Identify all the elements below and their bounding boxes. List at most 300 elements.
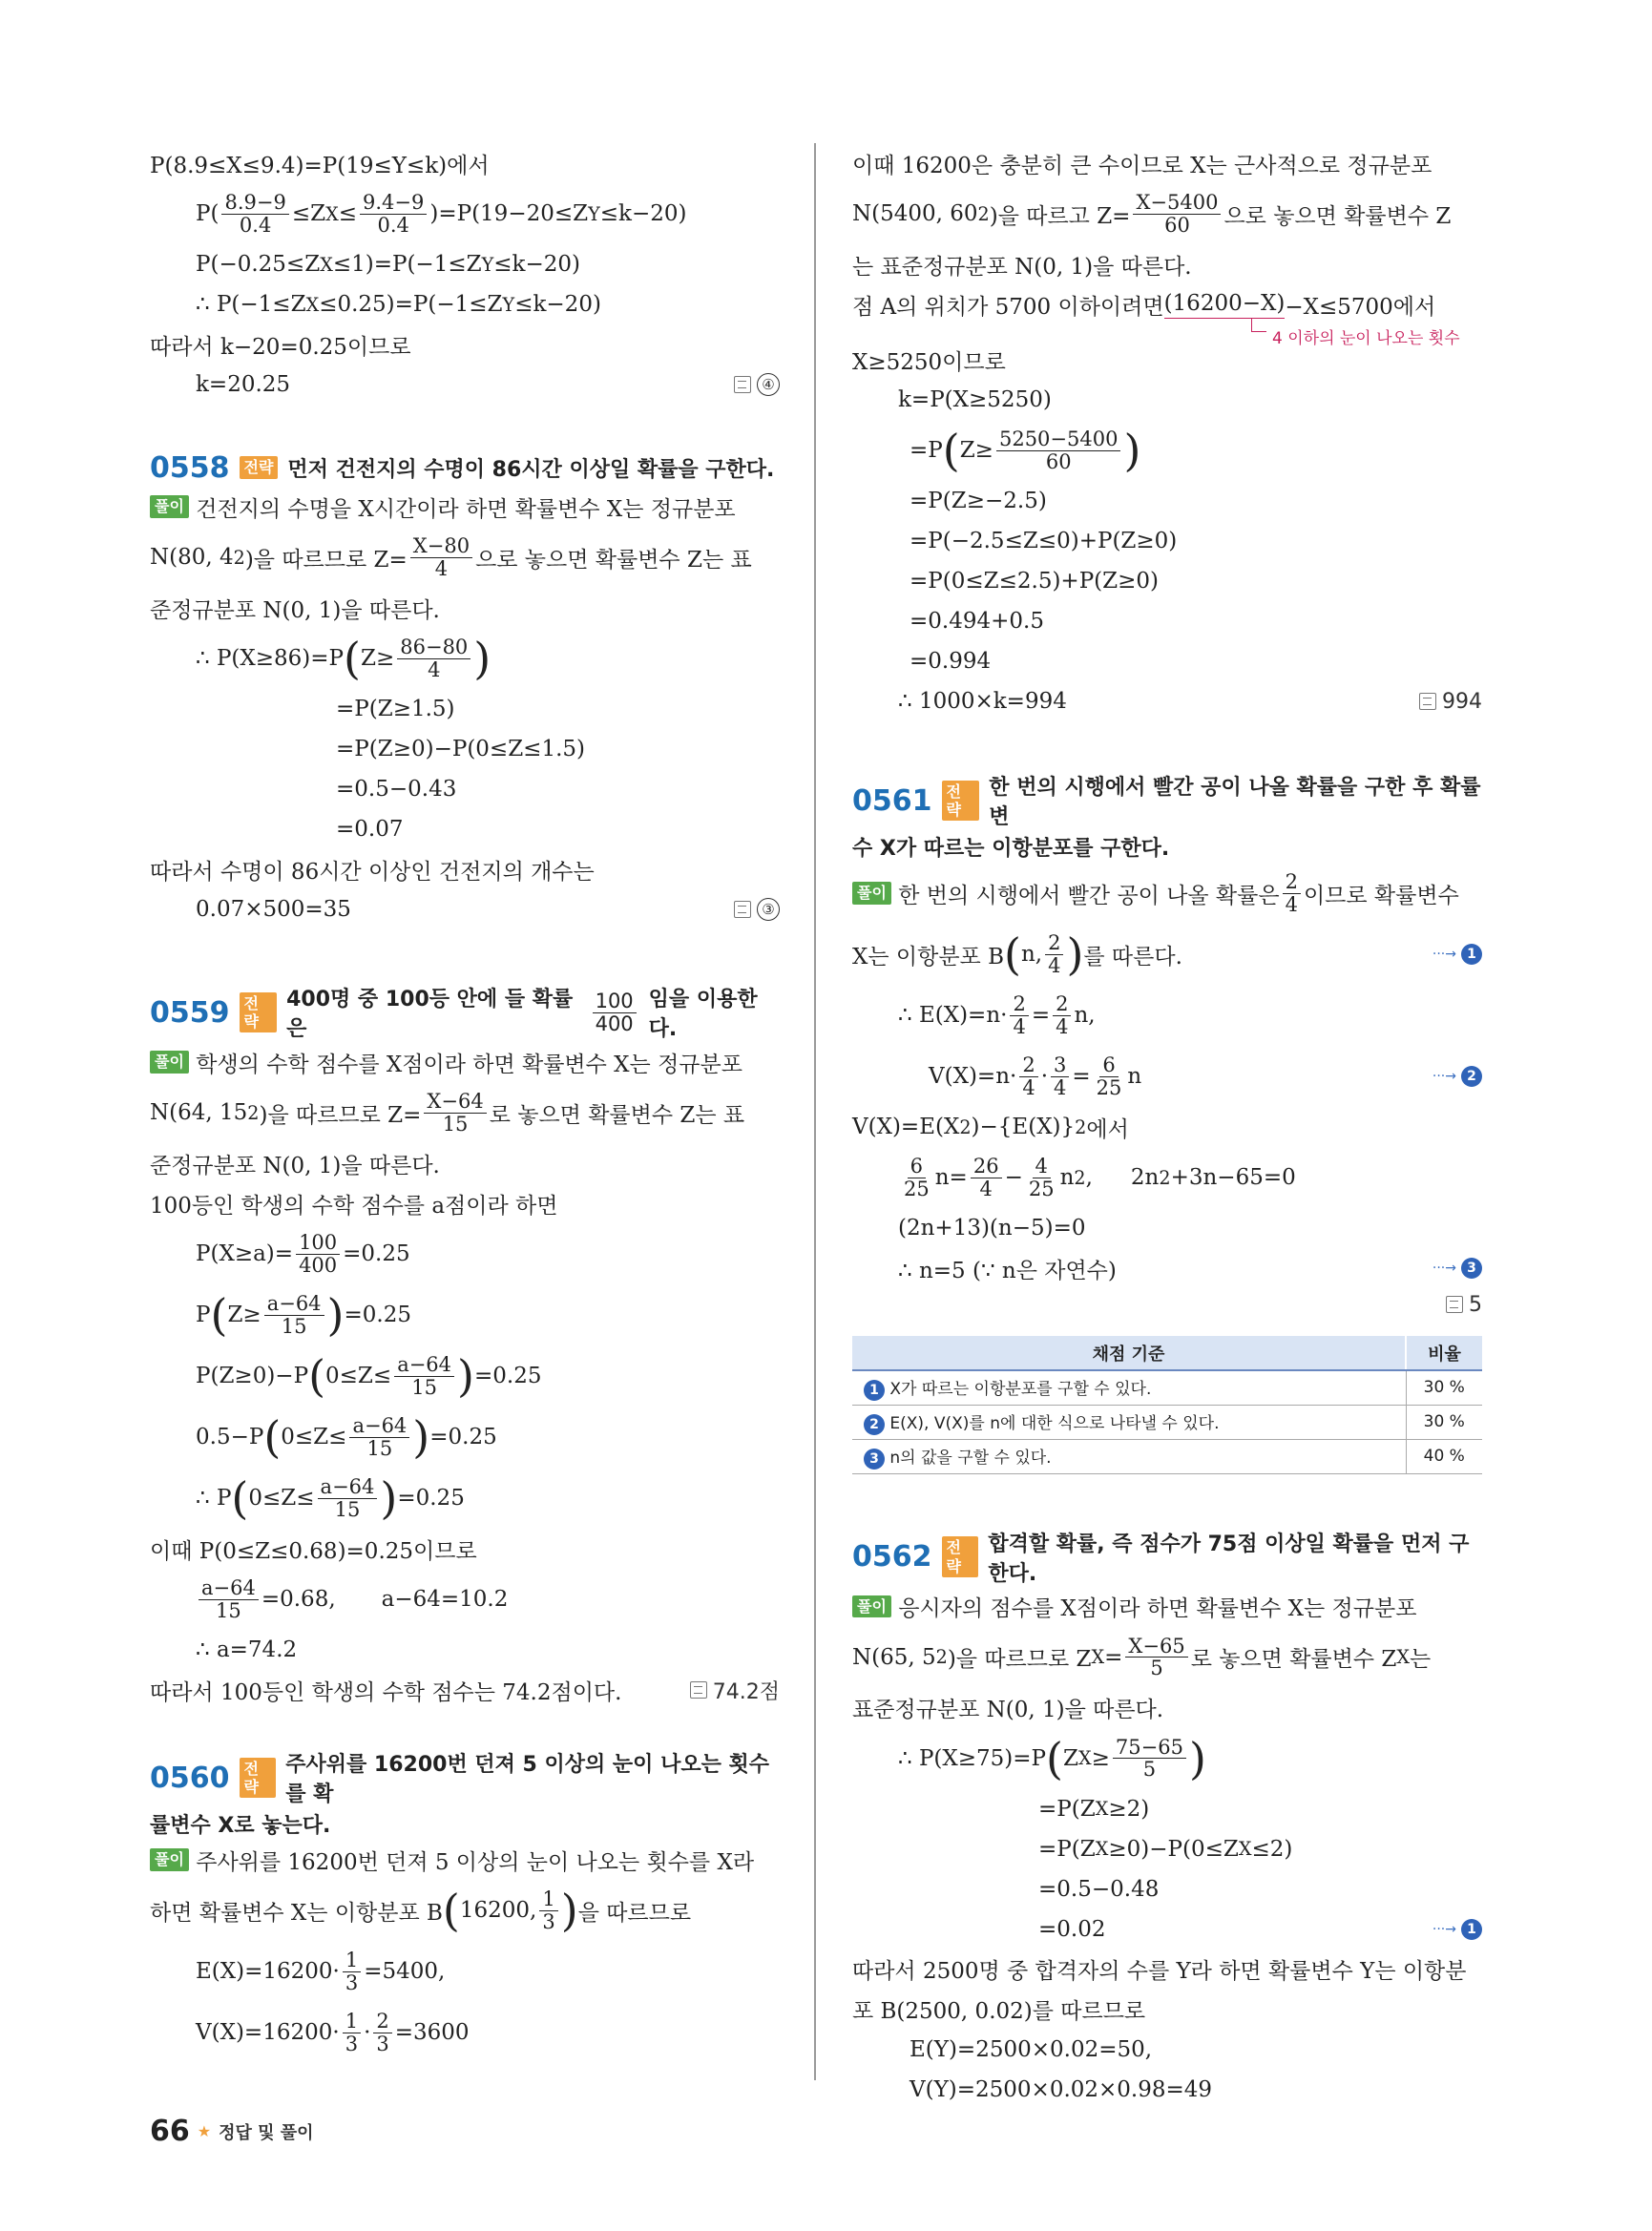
math-text: V(Y)=2500×0.02×0.98=49 [910, 2076, 1213, 2102]
math-text: Z [1062, 1745, 1078, 1771]
math-text: 를 따른다. [1083, 944, 1182, 970]
right-column [852, 143, 1482, 2110]
math-text: =0.07 [336, 817, 404, 842]
denominator: 4 [1022, 1075, 1035, 1099]
math-text: ∴ E(X)=n· [898, 1003, 1008, 1028]
strategy-text: 주사위를 16200번 던져 5 이상의 눈이 나오는 횟수를 확 [285, 1753, 769, 1806]
answer-icon [1419, 693, 1436, 710]
math-text: )=P(19−20≤Z [429, 201, 589, 226]
fraction: 6 25 [904, 1155, 930, 1200]
table-row [852, 1439, 1482, 1473]
math-text: 0≤Z≤ [281, 1425, 347, 1449]
criteria-text: n의 값을 구할 수 있다. [889, 1448, 1052, 1468]
math-line [150, 1630, 780, 1670]
text-line [852, 143, 1482, 183]
math-text: 으로 놓으면 확률변수 Z는 표 [475, 547, 752, 573]
step-marker: ···→ 3 [1432, 1258, 1482, 1279]
numerator: 1 [343, 2011, 361, 2033]
math-text: ≤Z [291, 201, 326, 226]
subscript: X [1238, 1838, 1252, 1860]
strategy-tag: 전략 [240, 992, 278, 1032]
step-number: 2 [864, 1414, 885, 1435]
math-text: =0.494+0.5 [910, 609, 1044, 634]
fraction [424, 1091, 486, 1134]
text-line-content: 표준정규분포 N(0, 1)을 따른다. [852, 1698, 1164, 1722]
math-text: ≤k−20) [599, 201, 687, 226]
math-text: +3n−65=0 [1170, 1165, 1296, 1190]
math-line [852, 481, 1482, 521]
strategy-tag: 전략 [240, 456, 279, 478]
subscript: X [1091, 1646, 1105, 1668]
math-line [852, 1789, 1482, 1829]
numerator: X−65 [1125, 1636, 1187, 1658]
solution-tag: 풀이 [852, 882, 891, 904]
numerator: a−64 [199, 1577, 259, 1599]
fraction: $\frac{26}{4}$ [971, 1156, 1002, 1199]
math-text: 16200, [459, 1898, 537, 1923]
step-marker [864, 1380, 885, 1401]
text-line [852, 1990, 1482, 2030]
math-line [150, 889, 780, 929]
annotation [852, 324, 1482, 349]
math-text: V(X)=n· [929, 1064, 1017, 1089]
problem-header [150, 1748, 780, 1807]
math-line [852, 521, 1482, 561]
denominator: 4 [434, 556, 449, 580]
header-ratio: 비율 [1406, 1336, 1482, 1370]
denominator: 15 [442, 1112, 469, 1136]
criteria-cell [852, 1439, 1406, 1473]
text-line [852, 1950, 1482, 1990]
math-text: ≤0.25)=P(−1≤Z [319, 292, 503, 317]
header-criteria: 채점 기준 [852, 1336, 1406, 1370]
math-line [852, 1627, 1482, 1688]
text-line-content: 이때 16200은 충분히 큰 수이므로 X는 근사적으로 정규분포 [852, 153, 1432, 178]
math-text: ∴ P(−1≤Z [196, 292, 306, 317]
math-line [852, 561, 1482, 601]
strategy-text: 률변수 X로 놓는다. [150, 1813, 331, 1838]
math-text: =0.68, [261, 1587, 336, 1612]
math-line [150, 729, 780, 769]
fraction [349, 1415, 409, 1458]
solution-tag: 풀이 [150, 1848, 189, 1870]
math-text: 2n [1130, 1165, 1160, 1190]
subscript: X [1396, 1646, 1411, 1668]
strategy-tag: 전략 [942, 1536, 979, 1576]
math-text: ≥0)−P(0≤Z [1108, 1836, 1239, 1862]
answer-icon [690, 1681, 707, 1699]
fraction: 6 25 [1096, 1053, 1122, 1099]
math-text: =P(Z≥0)−P(0≤Z≤1.5) [336, 737, 586, 761]
text-line [150, 143, 780, 183]
problem-number: 0562 [852, 1540, 932, 1574]
math-text: n, [1074, 1003, 1096, 1028]
fraction [996, 428, 1120, 471]
denominator: 15 [411, 1375, 437, 1399]
subscript: Y [481, 253, 494, 276]
math-line [150, 527, 780, 588]
fraction [343, 2011, 361, 2054]
math-text: =3600 [394, 2020, 470, 2045]
math-text: =P(Z≥1.5) [336, 697, 455, 721]
math-line [852, 2030, 1482, 2070]
text-line-content: 건전지의 수명을 X시간이라 하면 확률변수 X는 정규분포 [196, 496, 736, 522]
denominator: 4 [1056, 1014, 1069, 1038]
fraction [221, 192, 288, 235]
text-line [150, 1807, 780, 1840]
step-number: 1 [864, 1380, 885, 1401]
step-number: 2 [1461, 1066, 1482, 1087]
paren-open: ( [231, 1472, 249, 1524]
math-line [150, 1880, 780, 1941]
ratio-cell: 30 % [1406, 1370, 1482, 1405]
math-text: ≤2) [1251, 1836, 1293, 1862]
subscript: X [1077, 1747, 1092, 1769]
text-line [150, 1840, 780, 1880]
answer-mark [734, 898, 780, 921]
text-line [150, 1529, 780, 1569]
text-line-content: 는 표준정규분포 N(0, 1)을 따른다. [852, 254, 1192, 280]
math-text: 0.5−P [196, 1425, 264, 1449]
math-text: )−{E(X)} [971, 1115, 1076, 1139]
text-line-content: 준정규분포 N(0, 1)을 따른다. [150, 597, 440, 623]
math-text: , [1085, 1165, 1093, 1190]
strategy-text: 수 X가 따르는 이항분포를 구한다. [852, 836, 1170, 861]
superscript: 2 [1159, 1166, 1171, 1189]
math-text: ≤1)=P(−1≤Z [332, 252, 482, 277]
step-marker [864, 1449, 885, 1470]
math-line [852, 1728, 1482, 1789]
denominator: 400 [595, 1011, 634, 1035]
text-line-content: 이때 P(0≤Z≤0.68)=0.25이므로 [150, 1538, 477, 1564]
grading-table [852, 1336, 1482, 1474]
math-text: =P(Z≥−2.5) [910, 489, 1047, 513]
text-line-content: X≥5250이므로 [852, 349, 1006, 375]
denominator: 3 [376, 2032, 389, 2055]
fraction [593, 990, 637, 1033]
text-line-content: 한 번의 시행에서 빨간 공이 나올 확률은 [898, 883, 1280, 908]
fraction [1113, 1737, 1186, 1780]
numerator: X−80 [410, 535, 472, 557]
math-line [852, 420, 1482, 481]
criteria-cell [852, 1370, 1406, 1405]
criteria-text: X가 따르는 이항분포를 구할 수 있다. [889, 1379, 1152, 1399]
fraction [343, 1950, 361, 1992]
math-line [150, 365, 780, 405]
solution-tag: 풀이 [150, 1051, 189, 1073]
paren-close: ) [1188, 1732, 1206, 1784]
strategy-tag: 전략 [942, 781, 980, 821]
math-text: ≥ [1091, 1745, 1110, 1771]
answer-mark [1446, 1293, 1482, 1317]
fraction [199, 1577, 259, 1620]
subscript: X [1095, 1798, 1109, 1820]
math-text: N(64, 15 [150, 1100, 248, 1125]
math-line [150, 628, 780, 689]
denominator: 5 [1142, 1758, 1157, 1781]
math-text: =0.25 [429, 1425, 497, 1449]
numerator: 2 [1019, 1054, 1037, 1076]
denominator: 15 [281, 1314, 307, 1338]
math-text: )을 따르므로 Z [947, 1647, 1092, 1672]
math-line [150, 809, 780, 849]
numerator: 2 [1283, 871, 1301, 893]
math-line: 6 25 n= $\frac{26}{4}$ − 4 25 n 2 , 2n 2 +3n−65=0 [852, 1147, 1482, 1208]
paren-close: ) [457, 1350, 474, 1402]
math-text: ≤ [338, 201, 357, 226]
fraction [373, 2011, 391, 2054]
problem-number: 0560 [150, 1761, 230, 1795]
math-text: =0.25 [344, 1303, 411, 1327]
text-line [150, 1042, 780, 1082]
math-text: k=P(X≥5250) [898, 387, 1052, 412]
text-line-content: 이므로 확률변수 [1303, 883, 1459, 908]
numerator: a−64 [318, 1476, 378, 1498]
criteria-cell [852, 1405, 1406, 1439]
subscript: X [305, 293, 320, 316]
math-line [150, 1569, 780, 1630]
problem-header [150, 983, 780, 1042]
math-text: n [1127, 1064, 1142, 1089]
math-text: =P(Z [1038, 1796, 1096, 1822]
math-line [852, 601, 1482, 641]
denominator: 60 [1045, 449, 1072, 473]
paren-open: ( [210, 1289, 228, 1341]
left-column [150, 143, 780, 2063]
text-line [150, 487, 780, 527]
numerator: 5250−5400 [996, 428, 1120, 450]
math-text: =0.25 [397, 1486, 465, 1511]
denominator: 3 [345, 2032, 359, 2055]
math-text: ∴ a=74.2 [196, 1637, 298, 1662]
fraction [394, 1354, 454, 1397]
answer-mark [734, 373, 780, 396]
math-text: =P(0≤Z≤2.5)+P(Z≥0) [910, 569, 1160, 594]
problem-header [150, 448, 780, 487]
problem-number: 0559 [150, 995, 230, 1030]
underlined-expression: (16200−X) [1164, 291, 1286, 319]
math-text: N(65, 5 [852, 1644, 936, 1670]
step-marker: ···→ 2 [1432, 1066, 1482, 1087]
fraction [1283, 871, 1301, 914]
math-text: )을 따르므로 Z= [259, 1102, 422, 1128]
strategy-text: 400명 중 100등 안에 들 확률은 [286, 988, 574, 1041]
paren-close: ) [326, 1289, 345, 1341]
strategy-text: 한 번의 시행에서 빨간 공이 나올 확률을 구한 후 확률변 [989, 776, 1481, 829]
text-line-content: 준정규분포 N(0, 1)을 따른다. [150, 1153, 440, 1178]
paren-open: ( [1046, 1732, 1063, 1784]
math-text: X는 이항분포 B [852, 944, 1004, 970]
page-footer [150, 2115, 314, 2148]
math-line [150, 1468, 780, 1529]
math-text: n [1059, 1165, 1075, 1190]
math-line [852, 1909, 1482, 1950]
math-text: k=20.25 [196, 372, 291, 397]
paren-close: ) [560, 1885, 578, 1936]
paren-close: ) [473, 633, 491, 684]
strategy-text: 임을 이용한다. [648, 988, 758, 1041]
numerator: X−5400 [1133, 192, 1221, 214]
step-number: 1 [1461, 1919, 1482, 1940]
answer-icon [734, 376, 751, 393]
math-text: ≤k−20) [493, 252, 580, 277]
annotation-hook [1251, 319, 1266, 332]
numerator: 86−80 [397, 636, 471, 658]
superscript: 2 [247, 1101, 260, 1124]
math-line [150, 1223, 780, 1284]
math-text: N(80, 4 [150, 545, 234, 570]
text-line [852, 1587, 1482, 1627]
problem-number: 0561 [852, 783, 932, 818]
subscript: X [320, 253, 333, 276]
answer-mark [690, 1676, 780, 1705]
math-line [852, 380, 1482, 420]
text-line [852, 1688, 1482, 1728]
superscript: 2 [959, 1116, 972, 1138]
paren-open: ( [1004, 928, 1021, 980]
text-line [852, 863, 1482, 924]
math-text: =P(−2.5≤Z≤0)+P(Z≥0) [910, 529, 1178, 553]
math-text: P [196, 1303, 211, 1327]
numerator: 2 [1010, 993, 1028, 1015]
math-line: V(X)=n· $\frac{2}{4}$ · $\frac{3}{4}$ = 6 25 n ···→ 2 [852, 1046, 1482, 1107]
denominator: 4 [1054, 1075, 1067, 1099]
fraction: 4 25 [1028, 1155, 1055, 1200]
problem-header [852, 1528, 1482, 1587]
text-line [150, 1183, 780, 1223]
paren-close: ) [1066, 928, 1084, 980]
paren-open: ( [263, 1411, 282, 1463]
math-text: E(X)=16200· [196, 1959, 340, 1984]
text-line-content: 학생의 수학 점수를 X점이라 하면 확률변수 X는 정규분포 [196, 1052, 742, 1077]
denominator: 15 [334, 1497, 361, 1521]
math-text: 하면 확률변수 X는 이항분포 B [150, 1900, 443, 1926]
math-line [150, 183, 780, 244]
math-text: 으로 놓으면 확률변수 Z [1223, 203, 1452, 229]
paren-open: ( [942, 425, 960, 476]
math-text: a−64=10.2 [381, 1587, 509, 1612]
math-text: 0.07×500=35 [196, 897, 351, 922]
math-text: 을 따르므로 [577, 1900, 692, 1926]
numerator: 100 [296, 1232, 340, 1254]
answer-value: ③ [757, 898, 780, 921]
strategy-text: 합격할 확률, 즉 점수가 75점 이상일 확률을 먼저 구한다. [988, 1532, 1470, 1586]
numerator: 75−65 [1113, 1737, 1186, 1759]
math-line [852, 1869, 1482, 1909]
denominator: 3 [542, 1909, 555, 1933]
step-marker [864, 1414, 885, 1435]
math-line [150, 1407, 780, 1468]
strategy-tag: 전략 [240, 1758, 277, 1798]
fraction [1125, 1636, 1187, 1678]
fraction [360, 192, 427, 235]
numerator: a−64 [349, 1415, 409, 1437]
step-number: 3 [864, 1449, 885, 1470]
math-text: V(X)=16200· [196, 2020, 340, 2045]
text-line-content: 따라서 k−20=0.25이므로 [150, 334, 411, 360]
math-text: Z≥ [959, 438, 993, 463]
annotation-text: 4 이하의 눈이 나오는 횟수 [1272, 329, 1460, 348]
table-header-row [852, 1336, 1482, 1370]
text-line-content: 따라서 100등인 학생의 수학 점수는 74.2점이다. [150, 1679, 622, 1705]
answer-value: 5 [1469, 1292, 1482, 1317]
superscript: 2 [1075, 1116, 1087, 1138]
math-line [150, 284, 780, 324]
math-line: ∴ E(X)=n· $\frac{2}{4}$ = $\frac{2}{4}$ n, [898, 992, 1096, 1038]
text-line [150, 1143, 780, 1183]
math-text: 로 놓으면 확률변수 Z [1190, 1647, 1397, 1672]
footer-title: 정답 및 풀이 [219, 2122, 314, 2143]
superscript: 2 [233, 546, 245, 569]
text-line [150, 324, 780, 365]
math-text: ≥2) [1108, 1796, 1150, 1822]
denominator: 0.4 [239, 213, 272, 237]
numerator: X−64 [424, 1091, 486, 1113]
step-number: 1 [1461, 944, 1482, 965]
math-text: ∴ P(X≥86)=P [196, 646, 345, 671]
denominator: 60 [1164, 213, 1190, 237]
math-text: P(X≥a)= [196, 1241, 294, 1266]
fraction [410, 535, 472, 578]
table-row [852, 1370, 1482, 1405]
math-text: E(Y)=2500×0.02=50, [910, 2036, 1153, 2062]
math-text: 0≤Z≤ [325, 1364, 392, 1388]
math-text: =0.994 [910, 649, 992, 674]
math-text: 0≤Z≤ [248, 1486, 315, 1511]
fraction [539, 1888, 557, 1931]
math-text: ∴ 1000×k=994 [898, 689, 1067, 714]
paren-close: ) [1123, 425, 1141, 476]
fraction [1045, 932, 1063, 975]
math-line [852, 1208, 1482, 1248]
step-marker: ···→ 1 [1432, 944, 1482, 965]
math-text: )을 따르므로 Z= [244, 547, 408, 573]
math-line [852, 2070, 1482, 2110]
star-icon: ★ [197, 2122, 212, 2140]
math-line [852, 1829, 1482, 1869]
problem-header [852, 771, 1482, 830]
math-line [150, 1941, 780, 2002]
text-line [852, 284, 1482, 324]
fraction [264, 1293, 324, 1336]
text-line [150, 588, 780, 628]
denominator: 0.4 [377, 213, 409, 237]
strategy-text: 먼저 건전지의 수명이 86시간 이상일 확률을 구한다. [287, 457, 775, 482]
solution-tag: 풀이 [150, 495, 189, 517]
math-text: P(Z≥0)−P [196, 1364, 309, 1388]
math-text: (2n+13)(n−5)=0 [898, 1216, 1086, 1241]
numerator: 8.9−9 [221, 192, 288, 214]
math-text: =0.5−0.48 [1038, 1876, 1160, 1902]
fraction [1133, 192, 1221, 235]
text-line-content: 응시자의 점수를 X점이라 하면 확률변수 X는 정규분포 [898, 1596, 1417, 1621]
text-line [852, 244, 1482, 284]
math-text: n, [1020, 942, 1043, 967]
denominator: 4 [428, 657, 441, 681]
math-text: =0.25 [473, 1364, 542, 1388]
math-line [852, 641, 1482, 681]
text-line [150, 849, 780, 889]
text-line [852, 830, 1482, 863]
table-row [852, 1405, 1482, 1439]
numerator: 2 [1045, 932, 1063, 954]
math-text: =P(Z [1038, 1836, 1096, 1862]
paren-close: ) [380, 1472, 398, 1524]
answer-line [852, 1288, 1482, 1321]
step-marker: ···→ 1 [1432, 1919, 1482, 1940]
text-line-content: 따라서 2500명 중 합격자의 수를 Y라 하면 확률변수 Y는 이항분 [852, 1959, 1467, 1984]
math-text: ∴ n=5 (∵ n은 자연수) [898, 1258, 1117, 1283]
